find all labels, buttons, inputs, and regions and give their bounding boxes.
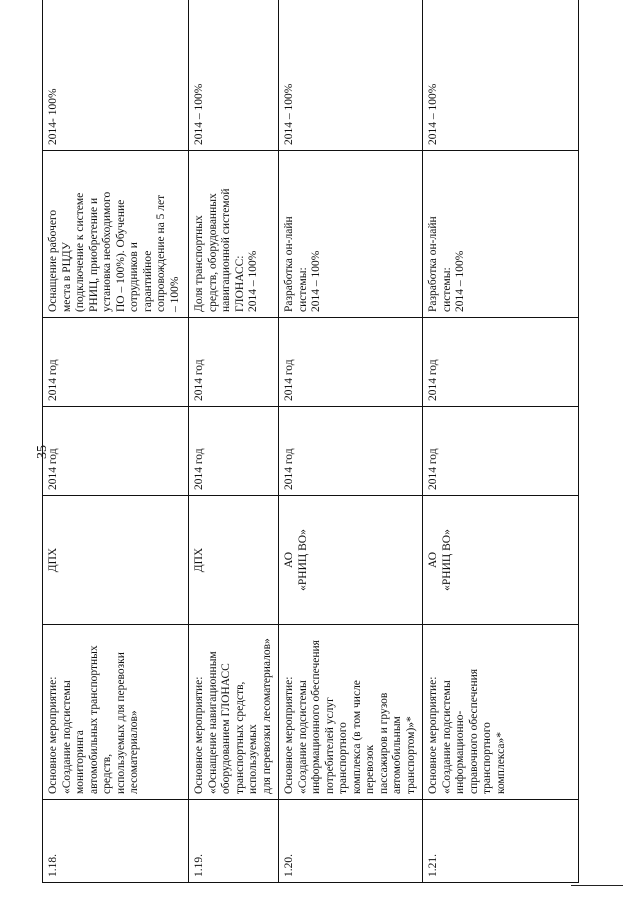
text-line: РНИЦ, приобретение и: [87, 197, 100, 312]
text-line: для перевозки лесоматериалов»: [260, 638, 273, 794]
page-number: 35: [35, 445, 50, 459]
text-line: 2014 – 100%: [247, 250, 259, 312]
text-line: (подключение к системе: [74, 192, 86, 312]
table-row: [279, 0, 423, 883]
text-line: навигационной системой: [220, 188, 232, 312]
text-line: используемых для перевозки: [114, 652, 127, 794]
cell-executor: [43, 496, 189, 625]
footnote-rule: [571, 885, 623, 886]
text-line: оборудованием ГЛОНАСС: [220, 663, 232, 794]
text-line: Основное мероприятие:: [193, 676, 205, 794]
text-line: Основное мероприятие:: [427, 676, 439, 794]
text-line: транспортом)»*: [404, 716, 417, 794]
text-line: лесоматериалов»: [128, 710, 140, 794]
text-line: комплекса (в том числе перевозок: [350, 680, 376, 794]
measures-table: [42, 0, 579, 883]
cell-target-value: 2014 – 100%: [423, 0, 579, 151]
table-body: [43, 0, 579, 883]
text-line: гарантийное: [141, 250, 154, 312]
text-line: 2014 – 100%: [310, 250, 322, 312]
cell-end-year: 2014 год: [189, 318, 279, 407]
text-line: информационного обеспечения: [310, 640, 322, 794]
text-line: автомобильных транспортных средств,: [87, 645, 113, 794]
text-line: Доля транспортных: [193, 215, 205, 312]
cell-start-year: 2014 год: [189, 407, 279, 496]
text-line: сотрудников и: [128, 242, 140, 312]
cell-number: 1.18.: [43, 800, 189, 883]
cell-end-year: 2014 год: [279, 318, 423, 407]
text-line: сопровождение на 5 лет: [155, 194, 167, 312]
cell-indicator: [423, 151, 579, 318]
text-line: Разработка он-лайн: [283, 216, 295, 312]
cell-measure-name: [189, 625, 279, 800]
text-line: ГЛОНАСС:: [233, 255, 246, 312]
text-line: «Создание подсистемы: [296, 680, 309, 794]
text-line: установка необходимого: [101, 191, 113, 312]
cell-indicator: [43, 151, 189, 318]
text-line: «Создание подсистемы информационно-: [440, 680, 466, 794]
text-line: 2014 – 100%: [454, 250, 466, 312]
table-row: [43, 0, 189, 883]
cell-number: 1.19.: [189, 800, 279, 883]
cell-number: 1.21.: [423, 800, 579, 883]
cell-start-year: 2014 год: [43, 407, 189, 496]
text-line: Оснащение рабочего: [47, 209, 59, 312]
text-line: АО: [283, 551, 295, 569]
text-line: ДПХ: [47, 547, 59, 573]
text-line: транспортных средств, используемых: [233, 681, 259, 794]
text-line: АО: [427, 551, 439, 569]
text-line: ПО – 100%). Обучение: [114, 199, 127, 312]
cell-target-value: 2014- 100%: [43, 0, 189, 151]
text-line: – 100%: [168, 276, 181, 312]
cell-indicator: [279, 151, 423, 318]
text-line: пассажиров и грузов автомобильным: [377, 692, 403, 794]
text-line: комплекса»*: [494, 732, 507, 794]
text-line: Разработка он-лайн: [427, 216, 439, 312]
text-line: системы:: [440, 267, 453, 312]
rotated-table-wrapper: [42, 54, 579, 883]
cell-end-year: 2014 год: [43, 318, 189, 407]
table-row: [423, 0, 579, 883]
text-line: средств, оборудованных: [206, 193, 219, 312]
text-line: потребителей услуг транспортного: [323, 697, 349, 794]
cell-executor: [279, 496, 423, 625]
cell-target-value: 2014 – 100%: [189, 0, 279, 151]
cell-target-value: 2014 – 100%: [279, 0, 423, 151]
cell-end-year: 2014 год: [423, 318, 579, 407]
cell-measure-name: [423, 625, 579, 800]
cell-executor: [423, 496, 579, 625]
text-line: Основное мероприятие:: [283, 676, 295, 794]
table-row: [189, 0, 279, 883]
text-line: «РНИЦ ВО»: [440, 529, 453, 591]
text-line: справочного обеспечения транспортного: [467, 668, 493, 794]
cell-indicator: [189, 151, 279, 318]
text-line: места в РЦДУ: [60, 241, 73, 312]
cell-start-year: 2014 год: [279, 407, 423, 496]
cell-measure-name: [279, 625, 423, 800]
text-line: «РНИЦ ВО»: [296, 529, 309, 591]
cell-executor: [189, 496, 279, 625]
text-line: системы:: [296, 267, 309, 312]
cell-number: 1.20.: [279, 800, 423, 883]
text-line: Основное мероприятие:: [47, 676, 59, 794]
text-line: «Создание подсистемы мониторинга: [60, 680, 86, 794]
cell-measure-name: [43, 625, 189, 800]
text-line: «Оснащение навигационным: [206, 651, 219, 794]
cell-start-year: 2014 год: [423, 407, 579, 496]
text-line: ДПХ: [193, 547, 205, 573]
